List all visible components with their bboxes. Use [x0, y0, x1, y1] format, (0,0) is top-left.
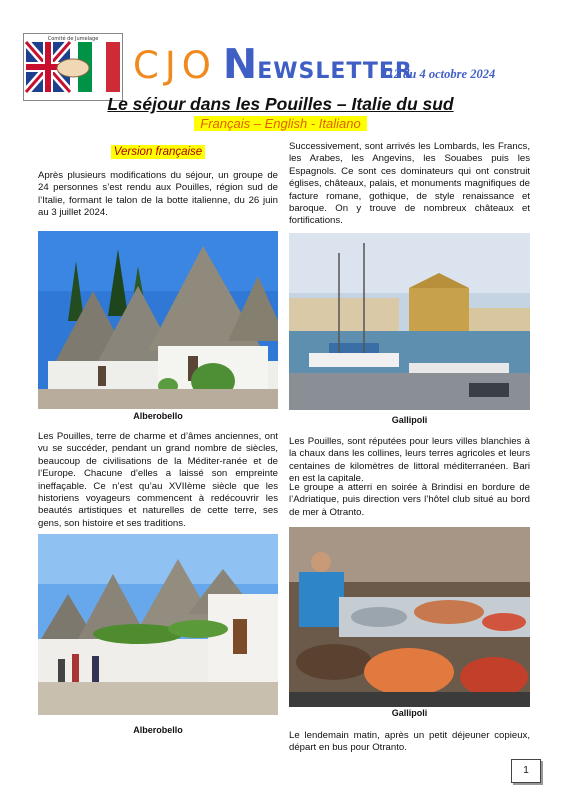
page-number-box — [511, 759, 541, 783]
page-title: Le séjour dans les Pouilles – Italie du sud — [107, 94, 454, 114]
brand-cjo: CJO — [133, 44, 217, 87]
svg-text:Comité de Jumelage: Comité de Jumelage — [47, 36, 99, 42]
languages-subtitle — [0, 115, 561, 133]
newsletter-brand — [133, 40, 413, 86]
photo-gallipoli-1 — [289, 233, 530, 410]
brand-n: N — [222, 40, 258, 88]
photo-alberobello-1 — [38, 231, 278, 409]
caption-alberobello-1: Alberobello — [133, 411, 183, 421]
photo-gallipoli-2 — [289, 527, 530, 707]
issue-number: 112 du 4 octobre 2024 — [382, 67, 496, 81]
caption-gallipoli-2: Gallipoli — [391, 708, 428, 718]
right-paragraph-3: Le groupe a atterri en soirée à Brindisi en bordure de l’Adriatique, puis direction vers l’hôtel club situé au bord de mer à Otranto. — [289, 482, 530, 518]
caption-alberobello-2: Alberobello — [133, 725, 183, 735]
version-label: Version française — [111, 145, 205, 159]
left-paragraph-2: Les Pouilles, terre de charme et d’âmes anciennes, ont vu se succéder, pendant un grand nombre de siècles, beaucoup de civilisations de la Méditer-ranée et de l’Europe. Chacune d’elles a laissé son empreinte ineffaçable. Ce n’est qu’au XVIIème siècle que les historiens voyageurs commencent à redécouvrir les beautés artistiques et naturelles de cette terre, ses gens, son histoire et ses traditions. — [38, 431, 278, 529]
right-paragraph-1: Successivement, sont arrivés les Lombards, les Francs, les Arabes, les Angevins, les Souabes puis les Espagnols. Ce sont ces dominateurs qui ont construit églises, châteaux, palais, et monuments magnifiques de facture romane, gothique, de style renaissance et baroque. On y trouve de nombreux châteaux et fortifications. — [289, 141, 530, 227]
photo-alberobello-2 — [38, 534, 278, 715]
right-paragraph-2: Les Pouilles, sont réputées pour leurs villes blanchies à la chaux dans les collines, leurs terres agricoles et leurs centaines de kilomètres de littoral méditerranéen. Bari en est la capitale. — [289, 436, 530, 485]
brand-rest: EWSLETTER — [257, 59, 413, 84]
right-paragraph-4: Le lendemain matin, après un petit déjeuner copieux, départ en bus pour Otranto. — [289, 730, 530, 754]
left-paragraph-1: Après plusieurs modifications du séjour, un groupe de 24 personnes s’est rendu aux Pouilles, région sud de l’Italie, formant le talon de la botte italienne, du 26 juin au 3 juillet 2024. — [38, 170, 278, 219]
caption-gallipoli-1: Gallipoli — [391, 415, 428, 425]
languages-label: Français – English - Italiano — [194, 116, 366, 131]
page-number: 1 — [523, 765, 529, 776]
logo — [23, 33, 123, 101]
version-label-wrap — [38, 142, 278, 160]
